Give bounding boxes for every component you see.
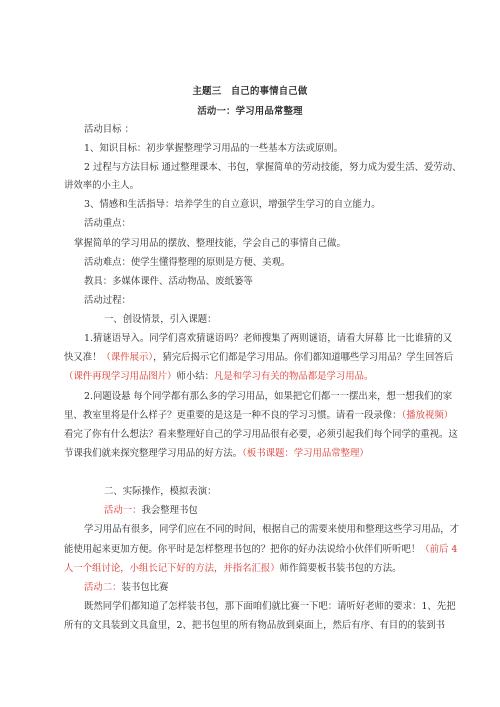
section-1-heading: 一、创设情景，引入课题： xyxy=(104,314,217,325)
goal-heading: 活动目标 ： xyxy=(84,124,134,135)
paragraph-1-line-1: 1.猜谜语导入。同学们喜欢猜谜语吗？老师搜集了两则谜语，请看大屏幕 比一比谁猜的又 xyxy=(84,333,453,344)
video-note: （播放视频） xyxy=(401,410,454,421)
activity-1-label: 活动一： xyxy=(104,505,142,516)
goal-1: 1、知识目标：初步掌握整理学习用品的一些基本方法或原则。 xyxy=(84,143,344,154)
courseware-note: （课件展示） xyxy=(101,352,154,363)
goal-3: 3、情感和生活指导：培养学生的自立意识，增强学生学习的自立能力。 xyxy=(84,199,381,210)
paragraph-1-line-2 xyxy=(64,348,454,368)
activity-1-line-2 xyxy=(64,540,458,560)
activity-1-text: 能使用起来更加方便。你平时是怎样整理书包的？把你的好办法说给小伙伴们听听吧！ xyxy=(64,544,421,555)
paragraph-2-line-3: 看完了你有什么想法？看来整理好自己的学习用品很有必要，必须引起我们每个同学的重视。这 xyxy=(64,429,458,440)
paragraph-1-text: 师小结： xyxy=(176,371,215,382)
paragraph-2-line-2 xyxy=(64,406,454,426)
activity-2-line-1: 既然同学们都知道了怎样装书包，那下面咱们就比赛一下吧：请听好老师的要求：1、先把 xyxy=(84,601,456,612)
theme-title: 主题三 自己的事情自己做 xyxy=(192,86,308,97)
group-note: 人一个组讨论，小组长记下好的方法，并指名汇报） xyxy=(64,563,280,574)
courseware-note: （课件再现学习用品图片） xyxy=(64,371,177,382)
paragraph-1-text: 快又准！ xyxy=(64,352,102,363)
activity-1-heading xyxy=(104,501,476,521)
activity-1-title: 我会整理书包 xyxy=(141,505,198,516)
activity-1-line-3 xyxy=(64,559,436,579)
activity-2-line-2: 所有的文具装到文具盒里，2、把书包里的所有物品放到桌面上，然后有序、有目的的装到书 xyxy=(64,620,445,631)
paragraph-1-line-3 xyxy=(64,367,436,387)
teacher-summary: 凡是和学习有关的物品都是学习用品。 xyxy=(214,371,374,382)
activity-2-title: 装书包比赛 xyxy=(121,582,169,593)
activity-2-heading xyxy=(84,578,456,598)
activity-1-text: 师作简要板书装书包的方法。 xyxy=(279,563,402,574)
goal-2-line1: 2 过程与方法目标 通过整理课本、书包，掌握简单的劳动技能，努力成为爱生活、爱劳动、 xyxy=(84,162,462,173)
paragraph-2-line-1: 2.问题设悬 每个同学都有那么多的学习用品，如果把它们都一一摆出来，想一想我们的家 xyxy=(84,391,453,402)
activity-1-line-1: 学习用品有很多，同学们应在不同的时间，根据自己的需要来使用和整理这些学习用品，才 xyxy=(84,524,460,535)
process-heading: 活动过程： xyxy=(84,295,131,306)
tools-text: 教具：多媒体课件、活动物品、废纸篓等 xyxy=(84,276,253,287)
activity-2-label: 活动二： xyxy=(84,582,122,593)
paragraph-2-text: 节课我们就来探究整理学习用品的好方法。 xyxy=(64,448,243,459)
activity-subtitle: 活动一：学习用品常整理 xyxy=(197,106,303,117)
key-heading: 活动重点： xyxy=(84,218,131,229)
paragraph-2-line-4 xyxy=(64,444,436,464)
section-2-heading: 二、实际操作，模拟表演： xyxy=(104,486,217,497)
group-note: （前后 4 xyxy=(420,544,458,555)
difficulty-text: 活动难点：使学生懂得整理的原则是方便、美观。 xyxy=(84,257,291,268)
board-title-note: （板书课题：学习用品常整理） xyxy=(242,448,369,459)
paragraph-2-text: 里、教室里将是什么样子？更重要的是这是一种不良的学习习惯。请看一段录像： xyxy=(64,410,402,421)
paragraph-1-text: ，猜完后揭示它们都是学习用品。你们都知道哪些学习用品？学生回答后 xyxy=(153,352,454,363)
goal-2-line2: 讲效率的小主人。 xyxy=(64,180,140,191)
key-text: 掌握简单的学习用品的摆放、整理技能，学会自己的事情自己做。 xyxy=(74,238,346,249)
